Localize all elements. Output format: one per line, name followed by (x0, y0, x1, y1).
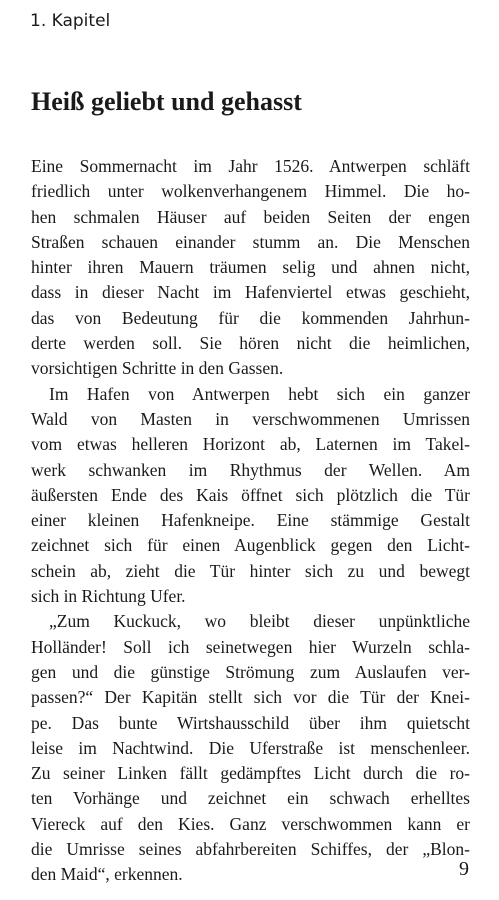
chapter-label: 1. Kapitel (30, 11, 111, 31)
text-line: Eine Sommernacht im Jahr 1526. Antwerpen schläft (31, 156, 470, 176)
text-line: hinter ihren Mauern träumen selig und ahnen nicht, (31, 257, 470, 278)
text-line: vom etwas helleren Horizont ab, Laternen im Takel- (31, 434, 470, 455)
page-number: 9 (459, 858, 469, 880)
paragraph (31, 154, 470, 382)
text-line: schein ab, zieht die Tür hinter sich zu und bewegt (31, 560, 470, 581)
paragraph (31, 382, 470, 610)
text-line: „Zum Kuckuck, wo bleibt dieser unpünktliche (49, 611, 470, 632)
text-line: Wald von Masten in verschwommenen Umrissen (31, 408, 470, 429)
text-line: Holländer! Soll ich seinetwegen hier Wurzeln schla- (31, 636, 470, 657)
text-line: derte werden soll. Sie hören nicht die heimlichen, (31, 333, 470, 354)
text-line: einer kleinen Hafenkneipe. Eine stämmige Gestalt (31, 510, 470, 531)
text-line: dass in dieser Nacht im Hafenviertel etwas geschieht, (31, 282, 470, 303)
text-line: ten Vorhänge und zeichnet ein schwach erhelltes (31, 788, 470, 809)
text-line: das von Bedeutung für die kommenden Jahrhun- (31, 307, 470, 328)
body-text (31, 154, 470, 888)
text-line: gen und die günstige Strömung zum Auslaufen ver- (31, 661, 470, 682)
text-line: leise im Nachtwind. Die Uferstraße ist menschenleer. (31, 737, 470, 758)
text-line: äußersten Ende des Kais öffnet sich plötzlich die Tür (31, 484, 470, 505)
text-line: friedlich unter wolkenverhangenem Himmel. Die ho- (31, 181, 470, 202)
text-line: passen?“ Der Kapitän stellt sich vor die Tür der Knei- (31, 687, 470, 708)
text-line: Im Hafen von Antwerpen hebt sich ein ganzer (49, 383, 470, 404)
text-line: sich in Richtung Ufer. (31, 586, 186, 607)
text-line: Zu seiner Linken fällt gedämpftes Licht durch die ro- (31, 763, 470, 784)
text-line: werk schwanken im Rhythmus der Wellen. Am (31, 459, 470, 480)
text-line: die Umrisse seines abfahrbereiten Schiffes, der „Blon- (31, 839, 470, 860)
chapter-title: Heiß geliebt und gehasst (31, 87, 302, 116)
text-line: vorsichtigen Schritte in den Gassen. (31, 358, 284, 379)
paragraph (31, 609, 470, 887)
text-line: hen schmalen Häuser auf beiden Seiten der engen (31, 206, 470, 227)
text-line: den Maid“, erkennen. (31, 864, 183, 885)
text-line: Straßen schauen einander stumm an. Die Menschen (31, 231, 470, 252)
text-line: zeichnet sich für einen Augenblick gegen den Licht- (31, 535, 470, 556)
text-line: pe. Das bunte Wirtshausschild über ihm quietscht (31, 712, 470, 733)
text-line: Viereck auf den Kies. Ganz verschwommen kann er (31, 813, 470, 834)
